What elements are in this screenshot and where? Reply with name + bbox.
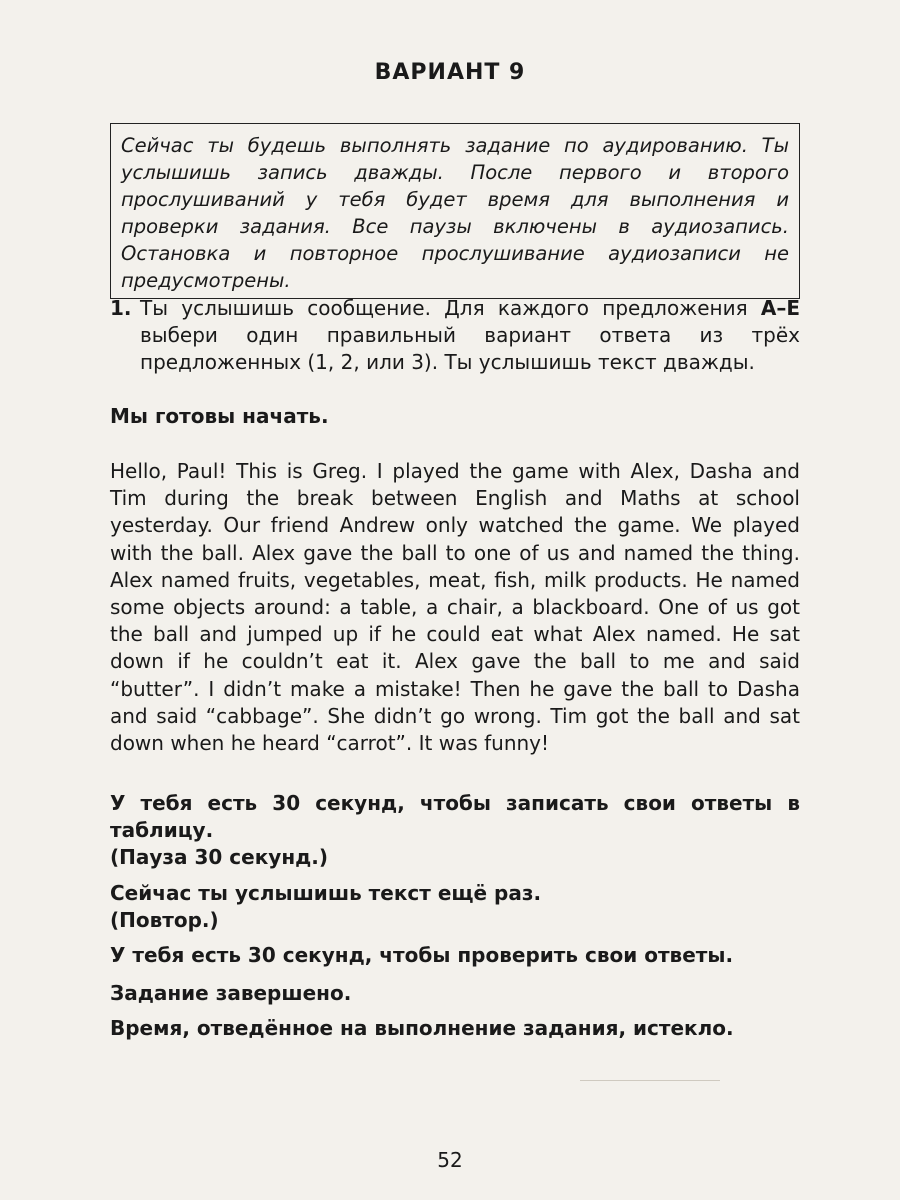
ready-heading: Мы готовы начать.: [110, 404, 329, 428]
task-text-after: выбери один правильный вариант ответа из трёх предложенных (1, 2, или 3). Ты услышишь текст дважды.: [140, 323, 800, 374]
pause-note: (Пауза 30 секунд.): [110, 845, 329, 869]
page-number: 52: [437, 1148, 463, 1172]
hear-again: Сейчас ты услышишь текст ещё раз.: [110, 881, 542, 905]
time-up-text: Время, отведённое на выполнение задания, истекло.: [110, 1016, 734, 1040]
page-title: ВАРИАНТ 9: [374, 60, 526, 85]
instructions-box: Сейчас ты будешь выполнять задание по аудированию. Ты услышишь запись дважды. После первого и второго прослушиваний у тебя будет время для выполнения и проверки задания. Все паузы включены в аудиозапись. Остановка и повторное прослушивание аудиозаписи не предусмотрены.: [110, 123, 800, 299]
repeat-note: (Повтор.): [110, 908, 219, 932]
task-text: [140, 295, 800, 376]
check-answers-text: У тебя есть 30 секунд, чтобы проверить свои ответы.: [110, 943, 734, 967]
audio-transcript: Hello, Paul! This is Greg. I played the game with Alex, Dasha and Tim during the break between English and Maths at school yesterday. Our friend Andrew only watched the game. We played with the ball. Alex gave the ball to one of us and named the thing. Alex named fruits, vegetables, meat, fish, milk products. He named some objects around: a table, a chair, a blackboard. One of us got the ball and jumped up if he could eat what Alex named. He sat down if he couldn’t eat it. Alex gave the ball to me and said “butter”. I didn’t make a mistake! Then he gave the ball to Dasha and said “cabbage”. She didn’t go wrong. Tim got the ball and sat down when he heard “carrot”. It was funny!: [110, 459, 800, 756]
record-answers-text: [110, 790, 800, 871]
bleed-through-line: [580, 1080, 720, 1081]
task-number: 1.: [110, 296, 132, 320]
task-text-before: Ты услышишь сообщение. Для каждого предложения: [140, 296, 761, 320]
task-done-text: Задание завершено.: [110, 981, 352, 1005]
record-answers: У тебя есть 30 секунд, чтобы записать свои ответы в таблицу.: [110, 791, 800, 842]
task-1: [110, 295, 800, 376]
task-range: A–E: [760, 296, 800, 320]
hear-again-text: [110, 880, 800, 934]
